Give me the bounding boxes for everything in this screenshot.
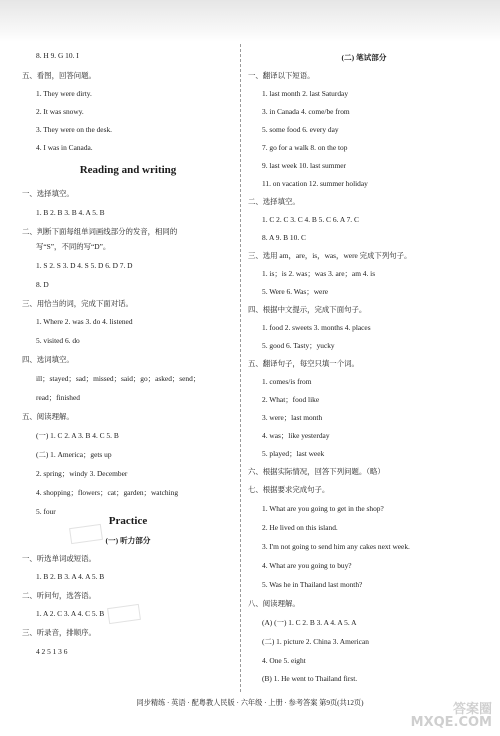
answer-line: (一) 1. C 2. A 3. B 4. C 5. B [36,431,119,440]
section-title-cont: 写“S”，不同的写“D”。 [36,242,111,251]
section-title: 一、选择填空。 [22,189,74,198]
answer-line: 1. food 2. sweets 3. months 4. places [262,323,371,332]
watermark-line-1: 答案圈 [452,701,492,717]
answer-line: 1. Where 2. was 3. do 4. listened [36,317,133,326]
answer-line: 3. in Canada 4. come/be from [262,107,350,116]
page-footer: 同步精练 · 英语 · 配粤教人民版 · 六年级 · 上册 · 参考答案 第9页(共12页) [136,699,364,707]
answer-line: 4. What are you going to buy? [262,561,352,570]
answer-line: 3. I'm not going to send him any cakes next week. [262,542,410,551]
section-title: 二、选择填空。 [248,197,300,206]
answer-line: read；finished [36,393,80,402]
scan-shadow [0,0,500,42]
answer-line: 4. I was in Canada. [36,143,93,152]
section-title: 三、用恰当的词，完成下面对话。 [22,299,133,308]
answer-line: 1. B 2. B 3. A 4. A 5. B [36,572,105,581]
answer-line: 2. It was snowy. [36,107,84,116]
answer-line: 1. What are you going to get in the shop? [262,504,384,513]
column-divider [240,44,241,692]
subheading-written: (二) 笔试部分 [341,53,387,62]
answer-line: 2. What；food like [262,395,320,404]
section-title: 五、看图，回答问题。 [22,71,96,80]
answer-line: (二) 1. picture 2. China 3. American [262,637,369,646]
answer-line: 9. last week 10. last summer [262,161,346,170]
section-title: 七、根据要求完成句子。 [248,485,330,494]
answer-line: 1. S 2. S 3. D 4. S 5. D 6. D 7. D [36,261,133,270]
answer-line: 1. is；is 2. was；was 3. are；am 4. is [262,269,376,278]
answer-line: 1. They were dirty. [36,89,92,98]
answer-line: 5. Were 6. Was；were [262,287,329,296]
answer-line: 5. played；last week [262,449,325,458]
answer-line: 4. shopping；flowers；cat；garden；watching [36,488,179,497]
answer-line: 2. He lived on this island. [262,523,338,532]
section-title: 一、听选单词或短语。 [22,554,96,563]
answer-line: (二) 1. America；gets up [36,450,112,459]
section-title: 四、根据中文提示，完成下面句子。 [248,305,367,314]
section-title: 一、翻译以下短语。 [248,71,315,80]
answer-line: 3. were；last month [262,413,323,422]
answer-line: 5. good 6. Tasty；yucky [262,341,335,350]
answer-line: 1. B 2. B 3. B 4. A 5. B [36,208,105,217]
answer-line: 5. some food 6. every day [262,125,339,134]
answer-line: 2. spring；windy 3. December [36,469,128,478]
answer-line: 7. go for a walk 8. on the top [262,143,348,152]
answer-line: (B) 1. He went to Thailand first. [262,674,358,683]
answer-line: 11. on vacation 12. summer holiday [262,179,368,188]
answer-line: 4. One 5. eight [262,656,306,665]
answer-line: (A) (一) 1. C 2. B 3. A 4. A 5. A [262,618,357,627]
answer-line: 1. C 2. C 3. C 4. B 5. C 6. A 7. C [262,215,359,224]
section-title: 八、阅读理解。 [248,599,300,608]
answer-line: 8. H 9. G 10. I [36,51,79,60]
section-title: 六、根据实际情况，回答下列问题。（略） [248,467,385,476]
section-title: 三、选用 am，are，is，was，were 完成下列句子。 [248,251,412,260]
subheading-listening: (一) 听力部分 [105,536,151,545]
watermark-line-2: MXQE.COM [410,715,492,731]
heading-reading-writing: Reading and writing [79,164,177,176]
answer-line: 4 2 5 1 3 6 [36,647,68,656]
section-title: 三、听录音，排顺序。 [22,628,96,637]
section-title: 四、选词填空。 [22,355,74,364]
watermark-logo [411,703,492,730]
answer-line: 5. four [36,507,56,516]
answer-line: 1. comes/is from [262,377,312,386]
answer-line: 8. A 9. B 10. C [262,233,306,242]
section-title: 五、阅读理解。 [22,412,74,421]
answer-line: 3. They were on the desk. [36,125,113,134]
faint-stamp [107,604,141,624]
answer-line: 4. was；like yesterday [262,431,330,440]
section-title: 二、判断下面每组单词画线部分的发音，相同的 [22,227,178,236]
section-title: 五、翻译句子，每空只填一个词。 [248,359,359,368]
answer-line: 5. visited 6. do [36,336,80,345]
answer-line: ill；stayed；sad；missed；said；go；asked；send； [36,374,201,383]
answer-line: 1. A 2. C 3. A 4. C 5. B [36,609,105,618]
answer-line: 1. last month 2. last Saturday [262,89,349,98]
answer-line: 5. Was he in Thailand last month? [262,580,363,589]
heading-practice: Practice [108,515,148,527]
answer-line: 8. D [36,280,49,289]
section-title: 二、听问句，选答语。 [22,591,96,600]
